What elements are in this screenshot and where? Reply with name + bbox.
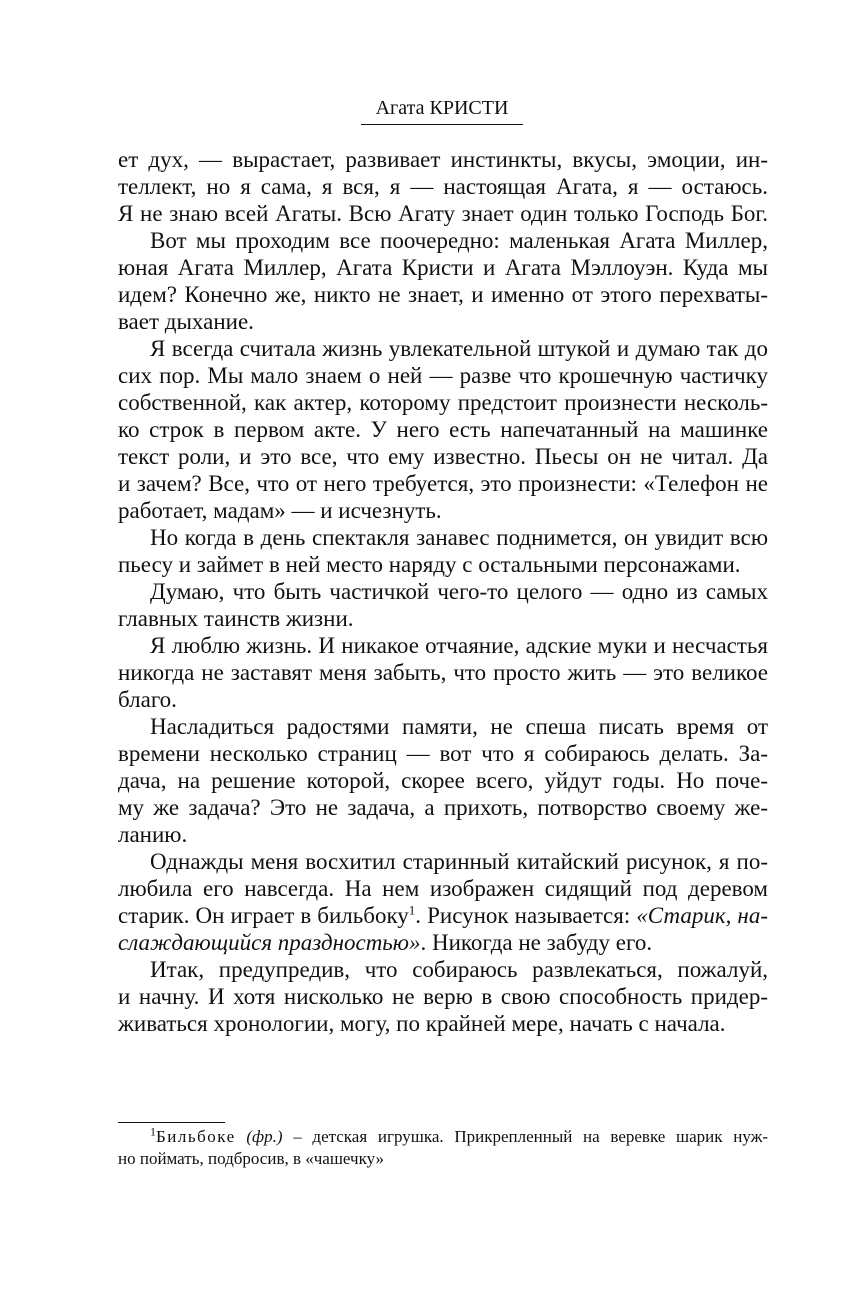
text-line: Я не знаю всей Агаты. Всю Агату знает один только Господь Бог.: [118, 201, 768, 226]
text-line: [118, 929, 768, 956]
italic-title: «Старик, на-: [636, 903, 769, 928]
text-line: ланию.: [118, 822, 188, 847]
text-line: ко строк в первом акте. У него есть напечатанный на машинке: [118, 417, 768, 442]
text-line: времени несколько страниц — вот что я собираюсь делать. За-: [118, 741, 768, 766]
text-line: главных таинств жизни.: [118, 606, 354, 631]
text-segment: старик. Он играет в бильбоку: [118, 903, 409, 928]
footnote-marker[interactable]: 1: [408, 902, 416, 918]
text-line-with-footnote: [118, 902, 768, 929]
text-line: Насладиться радостями памяти, не спеша писать время от: [150, 714, 768, 739]
text-line: пьесу и займет в ней место наряду с остальными персонажами.: [118, 552, 741, 577]
text-line: дача, на решение которой, скорее всего, уйдут годы. Но поче-: [118, 768, 768, 793]
text-line: собственной, как актер, которому предстоит произнести несколь-: [118, 390, 768, 415]
text-line: любила его навсегда. На нем изображен сидящий под деревом: [118, 876, 768, 901]
text-line: Итак, предупредив, что собираюсь развлекаться, пожалуй,: [150, 957, 768, 982]
footnote-language: (фр.): [246, 1127, 283, 1146]
text-line: Я всегда считала жизнь увлекательной штукой и думаю так до: [150, 336, 768, 361]
text-segment: . Рисунок называется:: [415, 903, 637, 928]
text-line: Но когда в день спектакля занавес поднимется, он увидит всю: [150, 525, 768, 550]
text-line: работает, мадам» — и исчезнуть.: [118, 498, 442, 523]
text-line: вает дыхание.: [118, 309, 254, 334]
text-line: му же задача? Это не задача, а прихоть, потворство своему же-: [118, 795, 768, 820]
text-line: Вот мы проходим все поочередно: маленькая Агата Миллер,: [150, 228, 768, 253]
text-segment: . Никогда не забуду его.: [420, 930, 653, 955]
footnote: [118, 1126, 768, 1170]
text-line: сих пор. Мы мало знаем о ней — разве что крошечную частичку: [118, 363, 768, 388]
page-body-text: [118, 146, 768, 1037]
text-line: Однажды меня восхитил старинный китайский рисунок, я по-: [150, 849, 768, 874]
footnote-term: Бильбоке: [156, 1127, 236, 1146]
text-line: ет дух, — вырастает, развивает инстинкты, вкусы, эмоции, ин-: [118, 147, 768, 172]
footnote-line: но поймать, подбросив, в «чашечку»: [118, 1149, 385, 1168]
running-header: Агата КРИСТИ: [361, 96, 523, 125]
text-line: никогда не заставят меня забыть, что просто жить — это великое: [118, 660, 768, 685]
text-line: благо.: [118, 687, 177, 712]
text-line: идем? Конечно же, никто не знает, и именно от этого перехваты-: [118, 282, 768, 307]
text-line: Думаю, что быть частичкой чего-то целого — одно из самых: [150, 579, 768, 604]
italic-title: слаждающийся праздностью»: [118, 930, 421, 955]
footnote-text: – детская игрушка. Прикрепленный на веревке шарик нуж-: [282, 1127, 769, 1146]
text-line: живаться хронологии, могу, по крайней мере, начать с начала.: [118, 1011, 726, 1036]
text-line: и зачем? Все, что от него требуется, это произнести: «Телефон не: [118, 471, 768, 496]
footnote-line: [118, 1126, 768, 1148]
text-line: юная Агата Миллер, Агата Кристи и Агата Мэллоуэн. Куда мы: [118, 255, 768, 280]
footnote-divider: [118, 1122, 225, 1123]
text-line: Я люблю жизнь. И никакое отчаяние, адские муки и несчастья: [150, 633, 768, 658]
text-line: текст роли, и это все, что ему известно. Пьесы он не читал. Да: [118, 444, 768, 469]
text-line: теллект, но я сама, я вся, я — настоящая Агата, я — остаюсь.: [118, 174, 768, 199]
text-line: и начну. И хотя нисколько не верю в свою способность придер-: [118, 984, 768, 1009]
footnote-number: 1: [150, 1124, 156, 1139]
